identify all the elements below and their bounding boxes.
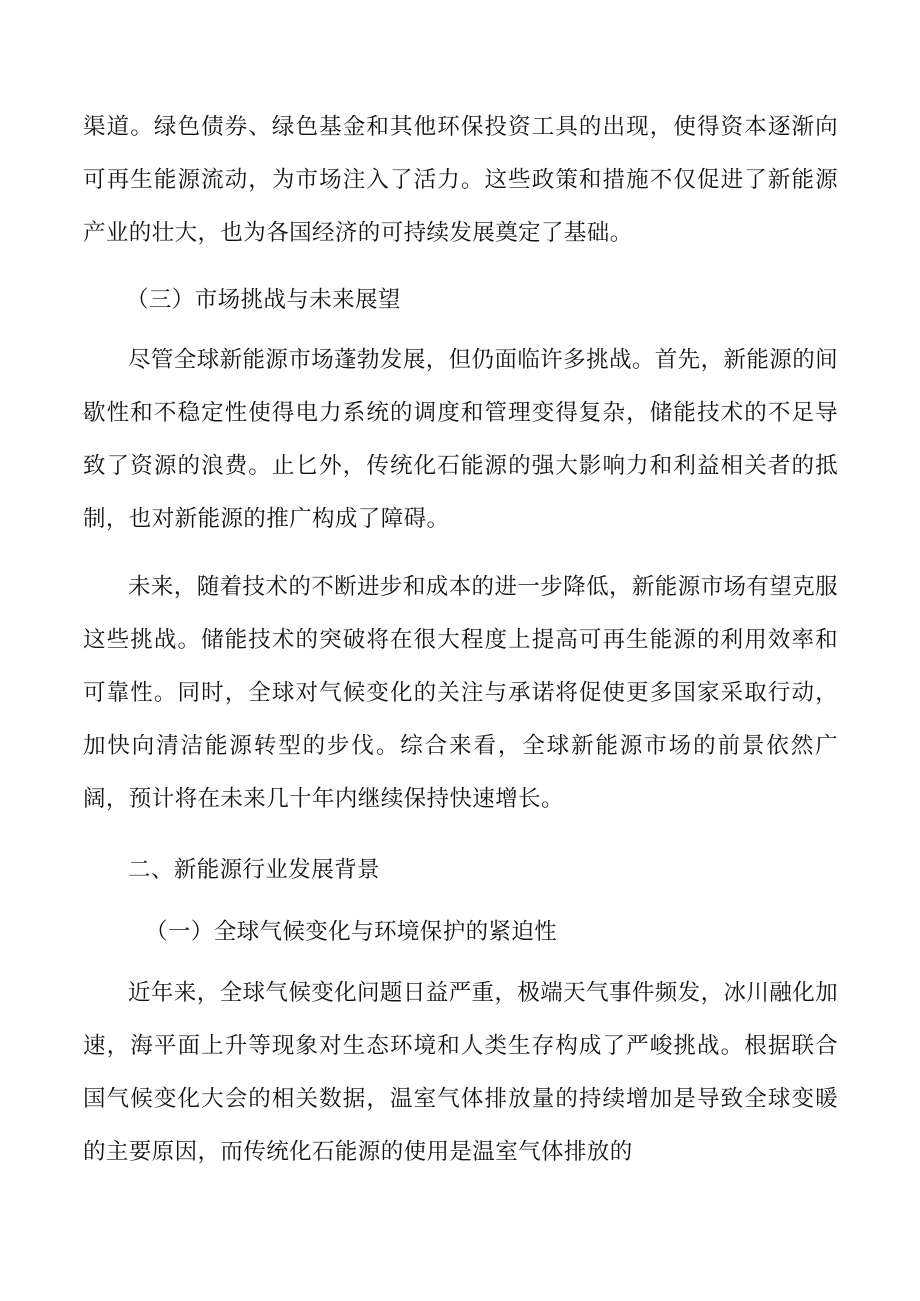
- section-heading-climate-urgency: （一）全球气候变化与环境保护的紧迫性: [145, 919, 558, 945]
- body-paragraph-outlook: 未来，随着技术的不断进步和成本的进一步降低，新能源市场有望克服这些挑战。储能技术的突破将在很大程度上提高可再生能源的利用效率和可靠性。同时，全球对气候变化的关注与承诺将促使更多国家采取行动，加快向清洁能源转型的步伐。综合来看，全球新能源市场的前景依然广阔，预计将在未来几十年内继续保持快速增长。: [83, 574, 838, 812]
- chapter-heading-industry-background: 二、新能源行业发展背景: [128, 857, 380, 883]
- body-paragraph-challenges: 尽管全球新能源市场蓬勃发展，但仍面临许多挑战。首先，新能源的间歇性和不稳定性使得电力系统的调度和管理变得复杂，储能技术的不足导致了资源的浪费。止匕外，传统化石能源的强大影响力和利益相关者的抵制，也对新能源的推广构成了障碍。: [83, 347, 838, 532]
- section-heading-market-challenges: （三）市场挑战与未来展望: [126, 287, 401, 313]
- body-paragraph-climate-change: 近年来，全球气候变化问题日益严重，极端天气事件频发，冰川融化加速，海平面上升等现象对生态环境和人类生存构成了严峻挑战。根据联合国气候变化大会的相关数据，温室气体排放量的持续增加是导致全球变暖的主要原因，而传统化石能源的使用是温室气体排放的: [83, 980, 838, 1165]
- body-paragraph-green-finance: 渠道。绿色债券、绿色基金和其他环保投资工具的出现，使得资本逐渐向可再生能源流动，为市场注入了活力。这些政策和措施不仅促进了新能源产业的壮大，也为各国经济的可持续发展奠定了基础。: [83, 114, 838, 246]
